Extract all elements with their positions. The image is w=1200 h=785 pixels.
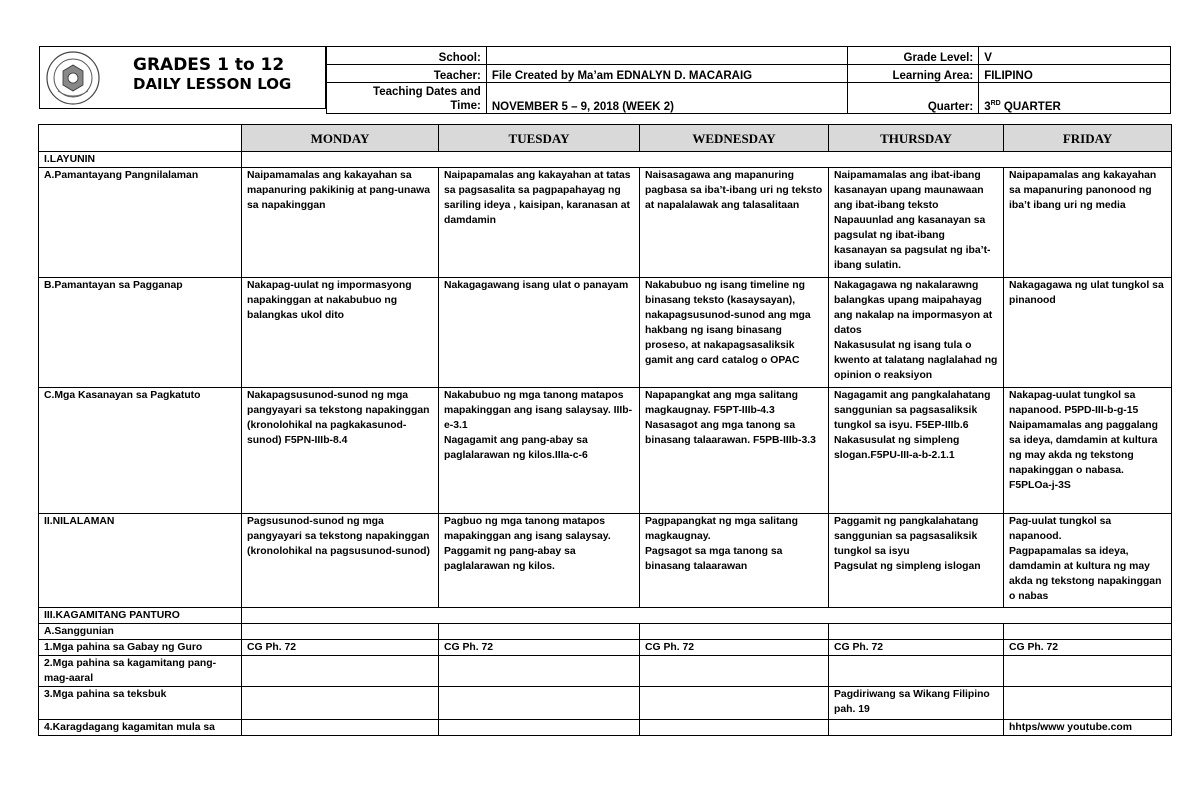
day-header: FRIDAY <box>1004 125 1172 152</box>
cell <box>1004 687 1172 720</box>
row-label: II.NILALAMAN <box>39 514 242 608</box>
cell: Napapangkat ang mga salitang magkaugnay. F5PT-IIIb-4.3 Nasasagot ang mga tanong sa binasang talaarawan. F5PB-IIIb-3.3 <box>640 388 829 514</box>
day-header: MONDAY <box>242 125 439 152</box>
cell: CG Ph. 72 <box>829 640 1004 656</box>
cell: CG Ph. 72 <box>640 640 829 656</box>
row-label: 1.Mga pahina sa Gabay ng Guro <box>39 640 242 656</box>
quarter-suffix: RD <box>990 100 1001 108</box>
cell: Naipamamalas ang kakayahan sa mapanuring pakikinig at pang-unawa sa napakinggan <box>242 168 439 278</box>
blank-cell <box>640 624 829 640</box>
cell <box>829 656 1004 687</box>
blank-cell <box>242 608 1172 624</box>
cell <box>640 656 829 687</box>
blank-cell <box>242 152 1172 168</box>
link-cell[interactable]: hhtps/www youtube.com <box>1004 720 1172 736</box>
cell <box>640 687 829 720</box>
cell: Nakapag-uulat ng impormasyong napakinggan at nakabubuo ng balangkas ukol dito <box>242 278 439 388</box>
blank-cell <box>1004 624 1172 640</box>
teaching-dates-value: NOVEMBER 5 – 9, 2018 (WEEK 2) <box>486 83 848 114</box>
cell: Pag-uulat tungkol sa napanood. Pagpapamalas sa ideya, damdamin at kultura ng may akda ng tekstong napakinggan o nabas <box>1004 514 1172 608</box>
grade-level-value: V <box>979 47 1171 65</box>
section-kagamitan: III.KAGAMITANG PANTURO <box>39 608 242 624</box>
deped-seal-icon <box>46 51 100 105</box>
cell: Nakapagsusunod-sunod ng mga pangyayari sa tekstong napakinggan (kronolohikal na pagkakasunod-sunod) F5PN-IIIb-8.4 <box>242 388 439 514</box>
teaching-dates-label <box>327 83 487 114</box>
cell: Pagdiriwang sa Wikang Filipino pah. 19 <box>829 687 1004 720</box>
learning-area-value: FILIPINO <box>979 65 1171 83</box>
cell: Pagbuo ng mga tanong matapos mapakinggan ang isang salaysay. Paggamit ng pang-abay sa paglalarawan ng kilos. <box>439 514 640 608</box>
blank-cell <box>439 624 640 640</box>
cell <box>242 687 439 720</box>
cell: Naipamamalas ang ibat-ibang kasanayan upang maunawaan ang ibat-ibang teksto Napauunlad ang kasanayan sa pagsulat ng ibat-ibang kasanayan sa pagsulat ng iba’t-ibang sulatin. <box>829 168 1004 278</box>
school-value <box>486 47 848 65</box>
teacher-label: Teacher: <box>327 65 487 83</box>
cell: CG Ph. 72 <box>439 640 640 656</box>
teaching-dates-label-line1: Teaching Dates and <box>373 86 481 98</box>
cell: Nakagagawa ng ulat tungkol sa pinanood <box>1004 278 1172 388</box>
teaching-dates-label-line2: Time: <box>450 100 481 112</box>
cell <box>439 720 640 736</box>
row-label: C.Mga Kasanayan sa Pagkatuto <box>39 388 242 514</box>
cell <box>242 720 439 736</box>
cell <box>242 656 439 687</box>
quarter-value <box>979 83 1171 114</box>
section-layunin: I.LAYUNIN <box>39 152 242 168</box>
row-label: 3.Mga pahina sa teksbuk <box>39 687 242 720</box>
title-daily-lesson-log: DAILY LESSON LOG <box>133 75 292 93</box>
cell: Nakabubuo ng isang timeline ng binasang teksto (kasaysayan), nakapagsusunod-sunod ang mga hakbang ng isang binasang proseso, at nakapagsasaliksik gamit ang card catalog o OPAC <box>640 278 829 388</box>
cell <box>439 656 640 687</box>
cell: Naipapamalas ang kakayahan at tatas sa pagsasalita sa pagpapahayag ng sariling ideya , kaisipan, karanasan at damdamin <box>439 168 640 278</box>
cell <box>829 720 1004 736</box>
row-label: 4.Karagdagang kagamitan mula sa <box>39 720 242 736</box>
cell: Pagsusunod-sunod ng mga pangyayari sa tekstong napakinggan (kronolohikal na pagsusunod-sunod) <box>242 514 439 608</box>
cell: Nakabubuo ng mga tanong matapos mapakinggan ang isang salaysay. IIIb-e-3.1 Nagagamit ang pang-abay sa paglalarawan ng kilos.IIIa-c-6 <box>439 388 640 514</box>
cell: Nakapag-uulat tungkol sa napanood. P5PD-III-b-g-15 Naipamamalas ang paggalang sa ideya, damdamin at kultura ng may akda ng tekstong napakinggan o nabasa. F5PLOa-j-3S <box>1004 388 1172 514</box>
cell <box>1004 656 1172 687</box>
cell: Nakagagawa ng nakalarawng balangkas upang maipahayag ang nakalap na impormasyon at datos Nakasusulat ng isang tula o kwento at talatang naglalahad ng opinion o reaksiyon <box>829 278 1004 388</box>
quarter-label: Quarter: <box>848 83 979 114</box>
learning-area-label: Learning Area: <box>848 65 979 83</box>
cell: Pagpapangkat ng mga salitang magkaugnay. Pagsagot sa mga tanong sa binasang talaarawan <box>640 514 829 608</box>
header-title-box <box>39 46 326 109</box>
info-table <box>326 46 1171 114</box>
teacher-value: File Created by Ma’am EDNALYN D. MACARAIG <box>486 65 848 83</box>
grade-level-label: Grade Level: <box>848 47 979 65</box>
cell: Nakagagawang isang ulat o panayam <box>439 278 640 388</box>
cell: Nagagamit ang pangkalahatang sanggunian sa pagsasaliksik tungkol sa isyu. F5EP-IIIb.6 Nakasusulat ng simpleng slogan.F5PU-III-a-b-2.1.1 <box>829 388 1004 514</box>
row-label: 2.Mga pahina sa kagamitang pang-mag-aaral <box>39 656 242 687</box>
row-label: B.Pamantayan sa Pagganap <box>39 278 242 388</box>
blank-cell <box>242 624 439 640</box>
corner-cell <box>39 125 242 152</box>
row-label: A.Pamantayang Pangnilalaman <box>39 168 242 278</box>
school-label: School: <box>327 47 487 65</box>
cell: CG Ph. 72 <box>1004 640 1172 656</box>
quarter-number: 3 <box>984 101 991 113</box>
lesson-log-table <box>38 124 1172 736</box>
blank-cell <box>829 624 1004 640</box>
cell <box>640 720 829 736</box>
cell <box>439 687 640 720</box>
title-grades: GRADES 1 to 12 <box>133 55 285 75</box>
cell: Paggamit ng pangkalahatang sanggunian sa pagsasaliksik tungkol sa isyu Pagsulat ng simpleng islogan <box>829 514 1004 608</box>
day-header: WEDNESDAY <box>640 125 829 152</box>
cell: Naipapamalas ang kakayahan sa mapanuring panonood ng iba’t ibang uri ng media <box>1004 168 1172 278</box>
row-label: A.Sanggunian <box>39 624 242 640</box>
day-header: TUESDAY <box>439 125 640 152</box>
quarter-word: QUARTER <box>1000 101 1061 113</box>
cell: Naisasagawa ang mapanuring pagbasa sa iba’t-ibang uri ng teksto at napalalawak ang talasalitaan <box>640 168 829 278</box>
cell: CG Ph. 72 <box>242 640 439 656</box>
day-header: THURSDAY <box>829 125 1004 152</box>
